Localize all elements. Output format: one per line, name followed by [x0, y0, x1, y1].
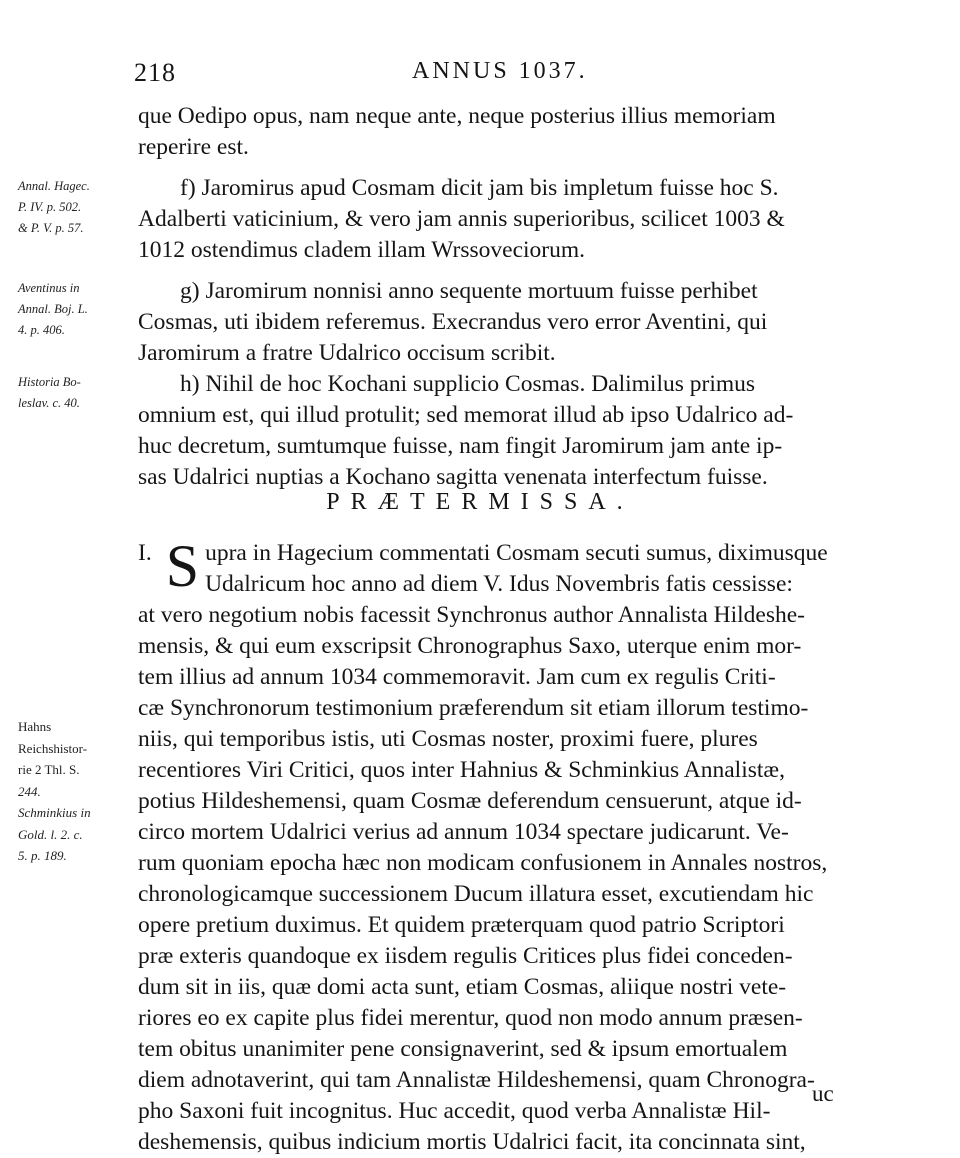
drop-cap: S — [165, 533, 200, 599]
text-line: opere pretium duximus. Et quidem præterquam quod patrio Scriptori — [138, 912, 785, 938]
text-line: g) Jaromirum nonnisi anno sequente mortuum fuisse perhibet — [180, 278, 758, 304]
text-line: rum quoniam epocha hæc non modicam confusionem in Annales nostros, — [138, 850, 828, 876]
text-line: potius Hildeshemensi, quam Cosmæ deferendum censuerunt, atque id- — [138, 788, 802, 814]
margin-note-line: 5. p. 189. — [18, 848, 67, 863]
margin-note-line: Aventinus in — [18, 281, 80, 295]
item-number: I. — [138, 540, 152, 566]
intro-paragraph — [138, 101, 848, 163]
text-line: que Oedipo opus, nam neque ante, neque posterius illius memoriam — [138, 103, 776, 129]
text-line: Adalberti vaticinium, & vero jam annis superioribus, scilicet 1003 & — [138, 206, 785, 232]
page-number: 218 — [134, 58, 176, 87]
margin-note-line: 244. — [18, 783, 41, 799]
text-line: Jaromirum a fratre Udalrico occisum scribit. — [138, 340, 556, 366]
margin-note-h — [18, 372, 81, 414]
text-line: upra in Hagecium commentati Cosmam secuti sumus, diximusque — [205, 540, 828, 566]
margin-note-line: leslav. c. 40. — [18, 396, 80, 410]
margin-note-line: & P. V. p. 57. — [18, 221, 84, 235]
text-line: h) Nihil de hoc Kochani supplicio Cosmas. Dalimilus primus — [180, 371, 756, 397]
text-line: pho Saxoni fuit incognitus. Huc accedit, quod verba Annalistæ Hil- — [138, 1098, 771, 1124]
footnote-g — [138, 276, 848, 369]
section-heading: PRÆTERMISSA. — [326, 489, 634, 515]
text-line: cæ Synchronorum testimonium præferendum sit etiam illorum testimo- — [138, 695, 809, 721]
text-line: at vero negotium nobis facessit Synchronus author Annalista Hildeshe- — [138, 602, 806, 628]
margin-note-g — [18, 278, 88, 341]
text-line: Udalricum hoc anno ad diem V. Idus Novembris fatis cessisse: — [205, 571, 793, 597]
margin-note-line: Reichshistor- — [18, 740, 88, 756]
catchword: uc — [812, 1081, 834, 1106]
margin-note-line: Gold. l. 2. c. — [18, 826, 83, 842]
text-line: chronologicamque successionem Ducum illatura esset, excutiendam hic — [138, 881, 814, 907]
text-line: 1012 ostendimus cladem illam Wrssoveciorum. — [138, 237, 586, 263]
margin-note-line: 4. p. 406. — [18, 323, 65, 337]
text-line: huc decretum, sumtumque fuisse, nam fingit Jaromirum jam ante ip- — [138, 433, 783, 459]
footnote-f — [138, 173, 848, 266]
text-line: deshemensis, quibus indicium mortis Udalrici facit, ita concinnata sint, — [138, 1129, 806, 1155]
text-line: Cosmas, uti ibidem referemus. Execrandus vero error Aventini, qui — [138, 309, 768, 335]
text-line: riores eo ex capite plus fidei merentur, quod non modo annum præsen- — [138, 1005, 803, 1031]
margin-note-line: Schminkius in — [18, 805, 91, 820]
margin-note-line: Annal. Hagec. — [18, 179, 90, 193]
text-line: dum sit in iis, quæ domi acta sunt, etiam Cosmas, aliique nostri vete- — [138, 974, 787, 1000]
margin-note-line: Historia Bo- — [18, 375, 81, 389]
text-line: tem obitus unanimiter pene consignaverint, sed & ipsum emortualem — [138, 1036, 788, 1062]
margin-note-line: Annal. Boj. L. — [18, 302, 88, 316]
margin-note-f — [18, 176, 90, 239]
text-line: præ exteris quandoque ex iisdem regulis Critices plus fidei conceden- — [138, 943, 793, 969]
text-line: mensis, & qui eum exscripsit Chronographus Saxo, uterque enim mor- — [138, 633, 802, 659]
text-line: diem adnotaverint, qui tam Annalistæ Hildeshemensi, quam Chronogra- — [138, 1067, 815, 1093]
text-line: niis, qui temporibus istis, uti Cosmas noster, proximi fuere, plures — [138, 726, 758, 752]
footnote-h — [138, 369, 848, 493]
text-line: recentiores Viri Critici, quos inter Hahnius & Schminkius Annalistæ, — [138, 757, 785, 783]
text-line: tem illius ad annum 1034 commemoravit. Jam cum ex regulis Criti- — [138, 664, 776, 690]
margin-note-line: rie 2 Thl. S. — [18, 762, 80, 777]
margin-note-line: Hahns — [18, 719, 52, 734]
text-line: omnium est, qui illud protulit; sed memorat illud ab ipso Udalrico ad- — [138, 402, 794, 428]
text-line: sas Udalrici nuptias a Kochano sagitta venenata interfectum fuisse. — [138, 464, 768, 490]
margin-note-section — [18, 716, 91, 867]
text-line: f) Jaromirus apud Cosmam dicit jam bis impletum fuisse hoc S. — [180, 175, 779, 201]
text-line: reperire est. — [138, 134, 249, 160]
text-line: circo mortem Udalrici verius ad annum 1034 spectare judicarunt. Ve- — [138, 819, 789, 845]
margin-note-line: P. IV. p. 502. — [18, 200, 82, 214]
section-body — [138, 533, 848, 1158]
running-title: ANNUS 1037. — [412, 58, 588, 84]
